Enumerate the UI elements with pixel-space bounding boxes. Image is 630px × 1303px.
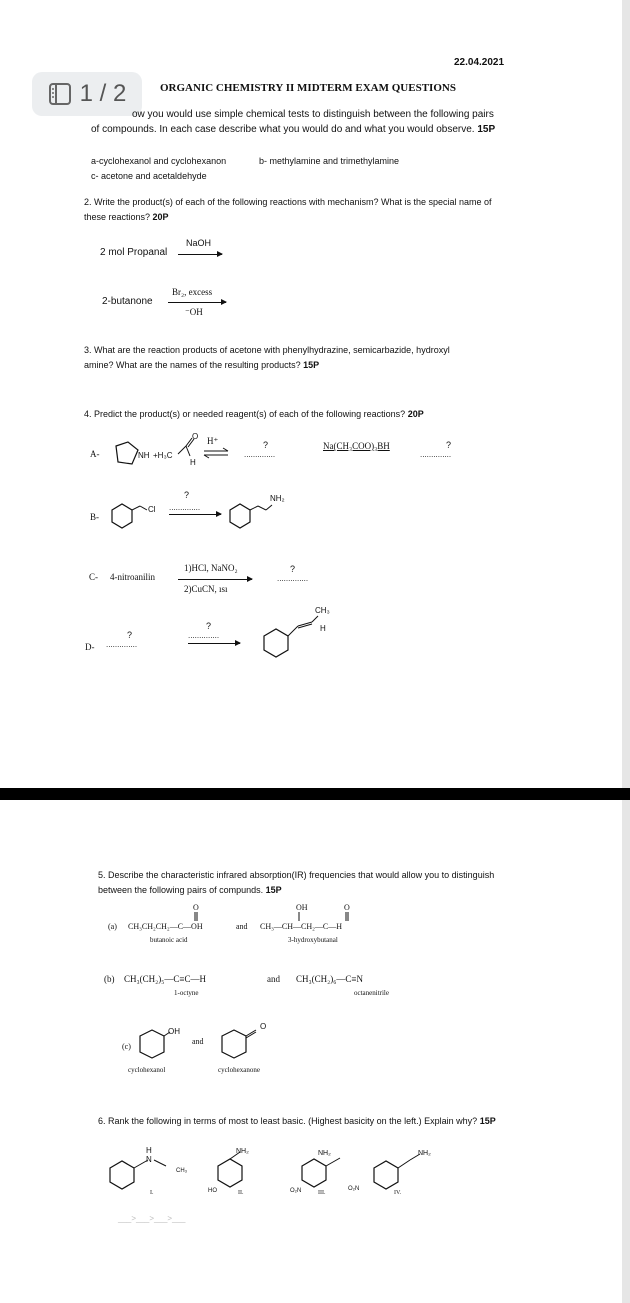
q4-d-blank1: ..............: [106, 640, 138, 649]
exam-title: ORGANIC CHEMISTRY II MIDTERM EXAM QUESTIONS: [160, 82, 456, 94]
q5-c-o: O: [260, 1022, 267, 1031]
q5-a-carbonyl-o2: O: [344, 903, 350, 912]
q6-iv-nh2: NH₂: [418, 1150, 431, 1157]
q6-answer-blanks: ___>___>___>___: [118, 1214, 186, 1223]
page-indicator[interactable]: [32, 72, 142, 116]
q2-line1: 2. Write the product(s) of each of the following reactions with mechanism? What is the special name of: [84, 197, 492, 207]
q5-a-carbonyl-o1: O: [193, 903, 199, 912]
q4-a-o: O: [192, 432, 199, 441]
q3-line2: amine? What are the names of the resulting products? 15P: [84, 360, 320, 370]
q1-pair-a: a-cyclohexanol and cyclohexanon: [91, 156, 227, 166]
q4-a-reagent2: Na(CH₃COO)₃BH: [323, 441, 390, 451]
q4-a-catalyst: H⁺: [207, 436, 219, 446]
q2-line2: these reactions? 20P: [84, 212, 169, 222]
q6-amine-structures: [104, 1148, 524, 1198]
q5-c-label: (c): [122, 1042, 131, 1051]
q4-a-label: A-: [90, 449, 100, 459]
q4-c-reactant: 4-nitroanilin: [110, 572, 155, 582]
q4-a-blank2: ..............: [420, 450, 452, 459]
q1-points: 15P: [477, 124, 496, 135]
q6-num-4: IV.: [394, 1190, 402, 1196]
q2-r1-reactant: 2 mol Propanal: [100, 247, 168, 258]
q2-points: 20P: [152, 212, 169, 222]
q2-r1-arrow: [178, 254, 222, 255]
q4-c-reagent1: 1)HCl, NaNO₂: [184, 563, 238, 573]
q4-d-ch3: CH₃: [315, 606, 330, 615]
q4-a-blank1: ..............: [244, 450, 276, 459]
q5-b-right-name: octanenitrile: [354, 989, 389, 997]
q4-d-label: D-: [85, 642, 95, 652]
q1-line1: ow you would use simple chemical tests to distinguish between the following pairs: [132, 109, 494, 120]
q3-line1: 3. What are the reaction products of acetone with phenylhydrazine, semicarbazide, hydroxyl: [84, 345, 450, 355]
q5-a-oh: OH: [296, 903, 308, 912]
q4-d-q1: ?: [127, 630, 133, 640]
q4-c-blank: ..............: [277, 574, 309, 583]
q1-pair-c: c- acetone and acetaldehyde: [91, 171, 207, 181]
q5-line1: 5. Describe the characteristic infrared absorption(IR) frequencies that would allow you to distinguish: [98, 870, 495, 880]
q5-a-left-name: butanoic acid: [150, 936, 188, 944]
q6-iii-nh2: NH₂: [318, 1150, 331, 1157]
alkene-product: [262, 612, 332, 662]
scrollbar-track-page-1[interactable]: [622, 0, 630, 788]
q4-d-arrow: [188, 643, 240, 644]
q5-c-left-name: cyclohexanol: [128, 1066, 166, 1074]
q4-b-label: B-: [90, 512, 99, 522]
exam-page-2: [0, 800, 622, 1303]
q5-a-right: CH₃—CH—CH₂—C—H: [260, 922, 343, 931]
q6-num-1: I.: [150, 1190, 154, 1196]
q6-iv-o2n: O₂N: [348, 1186, 360, 1192]
q1-line2: of compounds. In each case describe what you would do and what you would observe. 15P: [91, 124, 496, 135]
q4-d-h: H: [320, 624, 326, 633]
q4-d-blank2: ..............: [188, 631, 220, 640]
q4-points: 20P: [407, 409, 424, 419]
q6-ii-nh2: NH₂: [236, 1148, 249, 1155]
q5-c-right-name: cyclohexanone: [218, 1066, 260, 1074]
q4-c-q: ?: [290, 564, 296, 574]
q4-b-cl: Cl: [148, 505, 156, 514]
q6-num-2: II.: [238, 1190, 244, 1196]
q5-c-and: and: [192, 1037, 204, 1046]
scrollbar-track-page-2[interactable]: [622, 800, 630, 1303]
q5-c-oh: OH: [168, 1027, 180, 1036]
q4-d-q2: ?: [206, 621, 212, 631]
q5-points: 15P: [265, 885, 282, 895]
page-indicator-label: 1 / 2: [79, 80, 127, 107]
cyclohexanone-structure: [218, 1022, 278, 1062]
q6-line1: 6. Rank the following in terms of most to least basic. (Highest basicity on the left.) Explain why? 15P: [98, 1116, 496, 1126]
q6-i-n: N: [146, 1155, 152, 1164]
exam-date: 22.04.2021: [454, 57, 505, 68]
q1-pair-b: b- methylamine and trimethylamine: [259, 156, 400, 166]
q4-b-nh2: NH₂: [270, 494, 285, 503]
q5-b-left-name: 1-octyne: [174, 989, 199, 997]
q5-a-and: and: [236, 922, 248, 931]
q2-r2-reagent-bottom: ⁻OH: [185, 307, 203, 317]
q2-r2-arrow: [168, 302, 226, 303]
page-thumbnail-icon: [48, 82, 72, 106]
equilibrium-arrow: [204, 448, 230, 458]
q5-a-label: (a): [108, 922, 117, 931]
q4-c-arrow: [178, 579, 252, 580]
q6-points: 15P: [479, 1116, 496, 1126]
q4-c-label: C-: [89, 572, 98, 582]
q5-b-right: CH₃(CH₂)₆—C≡N: [296, 974, 363, 984]
q4-b-arrow: [169, 514, 221, 515]
q2-r2-reagent-top: Br₂, excess: [172, 287, 213, 297]
q6-ii-ho: HO: [208, 1188, 217, 1194]
q4-a-plus: +H₃C: [153, 451, 173, 460]
q4-line1: 4. Predict the product(s) or needed reagent(s) of each of the following reactions? 20P: [84, 409, 424, 419]
q5-b-left: CH₃(CH₂)₅—C≡C—H: [124, 974, 206, 984]
q4-a-q1: ?: [263, 440, 269, 450]
q6-iii-o2n: O₂N: [290, 1188, 302, 1194]
q6-i-ch3: CH₃: [176, 1168, 188, 1174]
q5-a-left: CH₃CH₂CH₂—C—OH: [128, 922, 203, 931]
q4-a-q2: ?: [446, 440, 452, 450]
q5-line2: between the following pairs of compunds. 15P: [98, 885, 282, 895]
q3-points: 15P: [303, 360, 320, 370]
q5-b-label: (b): [104, 974, 115, 984]
q4-a-h: H: [190, 458, 196, 467]
q5-a-bond-lines: [190, 912, 360, 922]
q4-b-q: ?: [184, 490, 190, 500]
cyclohexylethylamine: [228, 500, 278, 530]
q5-b-and: and: [267, 974, 280, 984]
q2-r2-reactant: 2-butanone: [102, 296, 153, 307]
q2-r1-reagent: NaOH: [186, 238, 212, 248]
q4-a-nh: NH: [138, 451, 150, 460]
q6-num-3: III.: [318, 1190, 326, 1196]
q5-a-right-name: 3-hydroxybutanal: [288, 936, 338, 944]
q4-c-reagent2: 2)CuCN, ısı: [184, 584, 228, 594]
q6-i-h: H: [146, 1146, 152, 1155]
q4-b-blank: ..............: [169, 503, 201, 512]
